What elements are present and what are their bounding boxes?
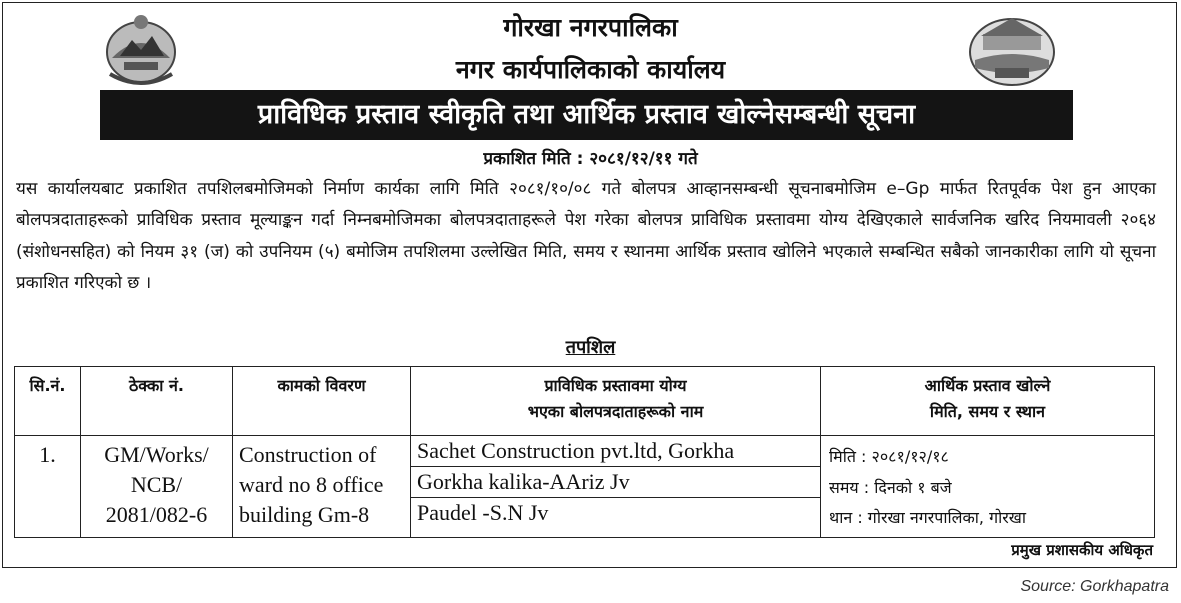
signatory-title: प्रमुख प्रशासकीय अधिकृत [1011,541,1153,559]
bidder-item: Gorkha kalika-AAriz Jv [411,467,820,498]
work-desc-line-1: Construction of [239,442,377,467]
cell-opening-info [821,436,1155,538]
cell-qualified-bidders [411,436,821,538]
col-header-contract-no: ठेक्का नं. [81,367,233,436]
col-header-qualified-bidders [411,367,821,436]
published-date: प्रकाशित मिति : २०८१/१२/११ गते [483,149,698,169]
table-row [15,436,1155,538]
opening-header-line-1: आर्थिक प्रस्ताव खोल्ने [924,376,1051,395]
cell-contract-no [81,436,233,538]
opening-time: समय : दिनको १ बजे [829,477,952,497]
opening-place: थान : गोरखा नगरपालिका, गोरखा [829,508,1027,527]
cell-work-desc [233,436,411,538]
work-desc-line-2: ward no 8 office [239,472,384,497]
table-heading: तपशिल [565,337,616,358]
notice-title-banner: प्राविधिक प्रस्ताव स्वीकृति तथा आर्थिक प्रस्ताव खोल्नेसम्बन्धी सूचना [100,90,1073,140]
table-header-row [15,367,1155,436]
col-header-work-desc: कामको विवरण [233,367,411,436]
opening-header-line-2: मिति, समय र स्थान [929,402,1046,421]
details-table [14,366,1155,538]
contract-no-line-2: NCB/ [130,472,183,497]
contract-no-line-1: GM/Works/ [104,442,209,467]
cell-sn: 1. [15,436,81,538]
source-credit: Source: Gorkhapatra [1020,578,1169,595]
col-header-opening [821,367,1155,436]
bidder-item: Paudel -S.N Jv [417,500,549,525]
office-name: नगर कार्यपालिकाको कार्यालय [455,55,726,84]
col-header-sn: सि.नं. [15,367,81,436]
qualified-header-line-1: प्राविधिक प्रस्तावमा योग्य [544,376,687,395]
contract-no-line-3: 2081/082-6 [105,502,208,527]
notice-paragraph: यस कार्यालयबाट प्रकाशित तपशिलबमोजिमको निर्माण कार्यका लागि मिति २०८१/१०/०८ गते बोलपत्र आव्हानसम्बन्धी सूचनाबमोजिम e–Gp मार्फत रितपूर्वक पेश हुन आएका बोलपत्रदाताहरूको प्राविधिक प्रस्ताव मूल्याङ्कन गर्दा निम्नबमोजिमका बोलपत्रदाताहरूले पेश गरेका बोलपत्र प्राविधिक प्रस्तावमा योग्य देखिएकाले सार्वजनिक खरिद नियमावली २०६४ (संशोधनसहित) को नियम ३१ (ज) को उपनियम (५) बमोजिम तपशिलमा उल्लेखित मिति, समय र स्थानमा आर्थिक प्रस्ताव खोलिने भएकाले सम्बन्धित सबैको जानकारीका लागि यो सूचना प्रकाशित गरिएको छ । [16,179,1156,293]
bidder-item: Sachet Construction pvt.ltd, Gorkha [411,436,820,467]
org-name: गोरखा नगरपालिका [503,13,678,42]
opening-date: मिति : २०८१/१२/१८ [829,447,949,466]
qualified-header-line-2: भएका बोलपत्रदाताहरूको नाम [527,402,704,421]
work-desc-line-3: building Gm-8 [239,502,370,527]
